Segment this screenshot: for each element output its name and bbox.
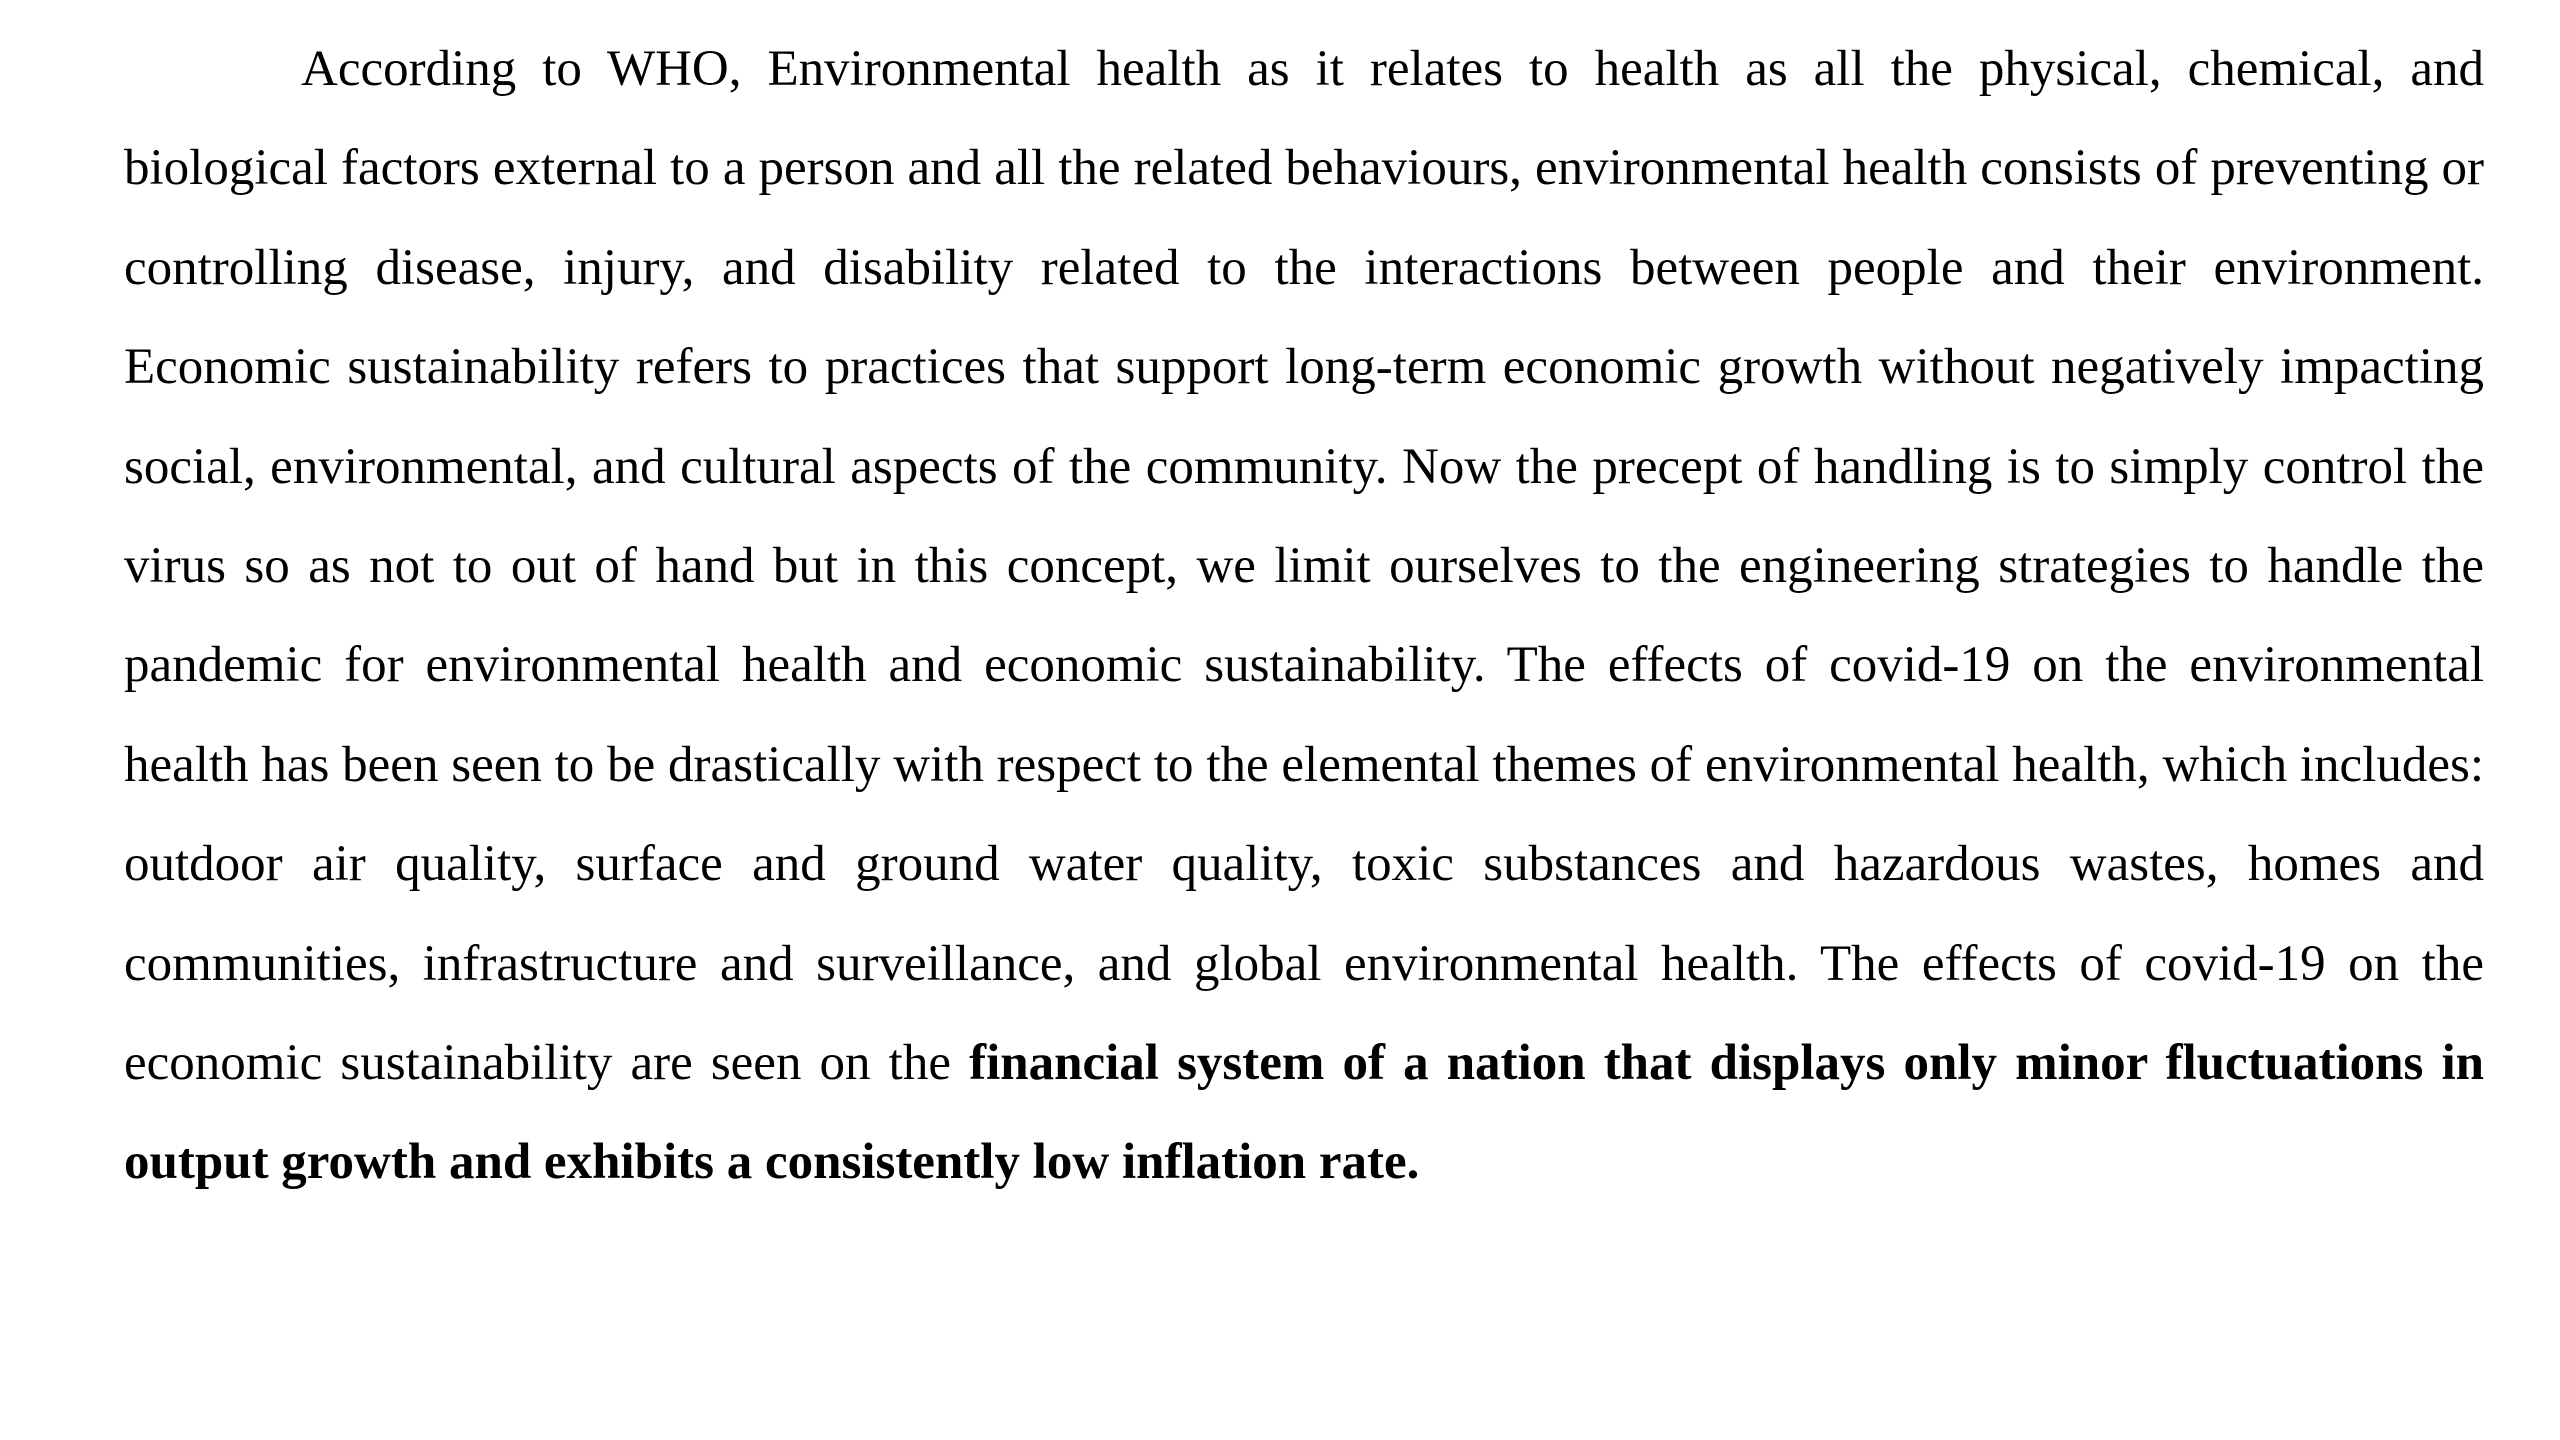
paragraph-regular-text: According to WHO, Environmental health as it relates to health as all the physical, chemical, and biological factors external to a person and all the related behaviours, environmental health consists of preventing or controlling disease, injury, and disability related to the interactions between people and their environment. Economic sustainability refers to practices that support long-term economic growth without negatively impacting social, environmental, and cultural aspects of the community. Now the precept of handling is to simply control the virus so as not to out of hand but in this concept, we limit ourselves to the engineering strategies to handle the pandemic for environmental health and economic sustainability. The effects of covid-19 on the environmental health has been seen to be drastically with respect to the elemental themes of environmental health, which includes: outdoor air quality, surface and ground water quality, toxic substances and hazardous wastes, homes and communities, infrastructure and surveillance, and global environmental health. The effects of covid-19 on the economic sustainability are seen on the [124, 41, 2484, 1092]
body-paragraph [124, 20, 2484, 1213]
paragraph-bold-text: financial system of a nation that displays only minor fluctuations in output growth and exhibits a consistently low inflation rate. [124, 1035, 2485, 1191]
